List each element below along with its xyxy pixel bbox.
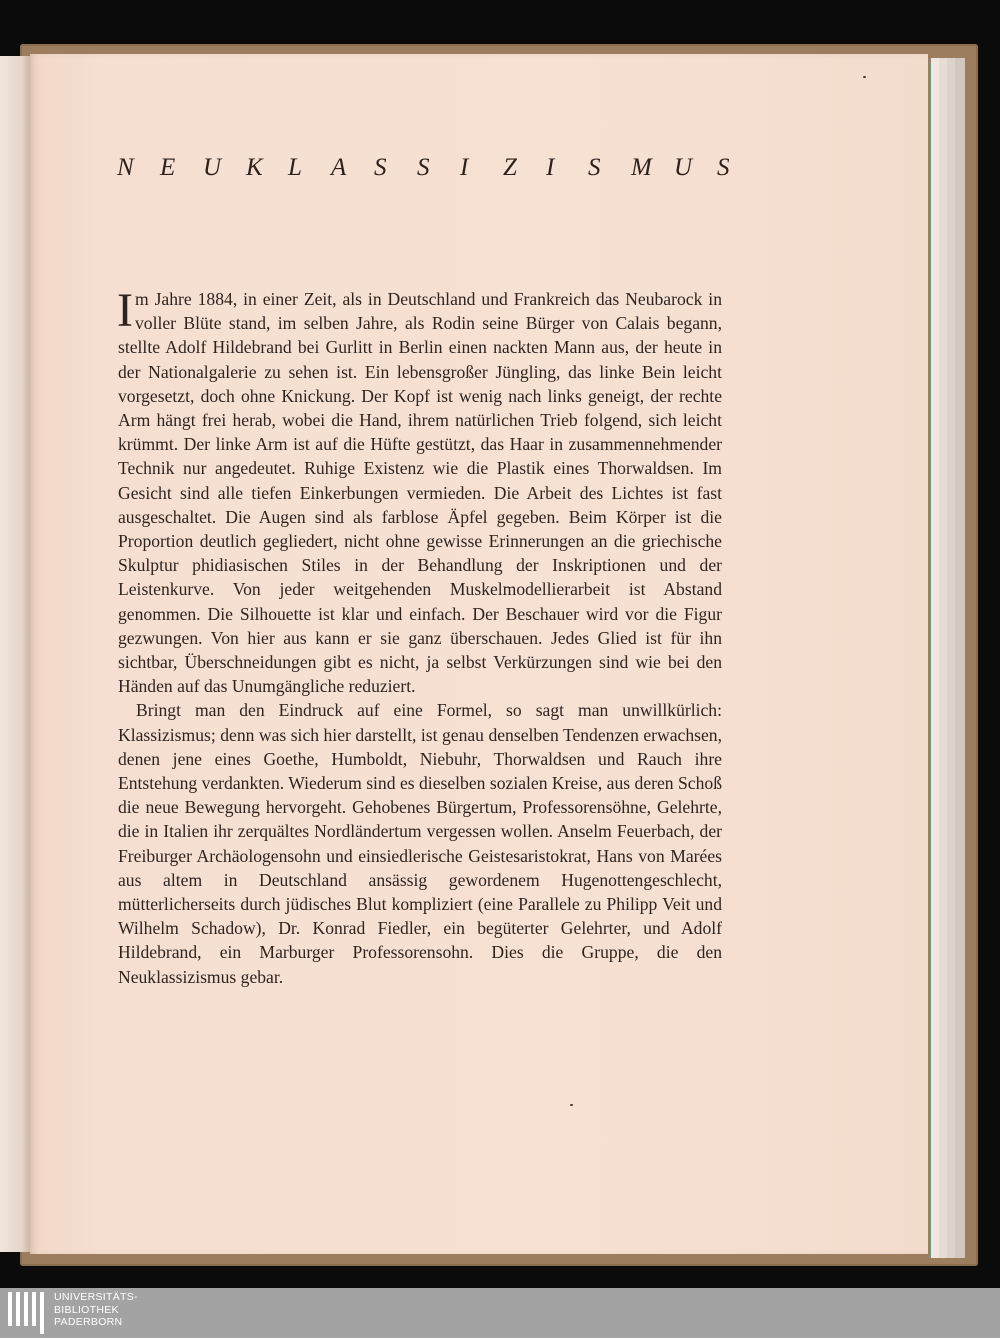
paper-speck xyxy=(863,76,866,78)
title-letter: M xyxy=(631,154,652,181)
title-letter: Z xyxy=(503,154,517,181)
title-letter: A xyxy=(331,154,347,181)
title-letter: S xyxy=(417,154,430,181)
library-line-3: PADERBORN xyxy=(54,1316,123,1328)
page-edges xyxy=(938,58,947,1258)
title-letter: U xyxy=(674,154,693,181)
library-logo-icon xyxy=(8,1292,46,1334)
title-letter: N xyxy=(117,154,134,181)
title-letter: K xyxy=(246,154,263,181)
title-letter: I xyxy=(546,154,555,181)
library-line-1: UNIVERSITÄTS- xyxy=(54,1291,138,1303)
title-letter: L xyxy=(288,154,302,181)
title-letter: S xyxy=(374,154,387,181)
library-name xyxy=(54,1291,138,1329)
body-text xyxy=(117,284,722,989)
title-letter: U xyxy=(203,154,222,181)
library-footer xyxy=(0,1288,1000,1338)
page-edges xyxy=(946,58,955,1258)
title-letter: I xyxy=(460,154,469,181)
title-letter: S xyxy=(717,154,730,181)
page-edges xyxy=(954,58,965,1258)
library-line-2: BIBLIOTHEK xyxy=(54,1303,119,1316)
paragraph-2: Bringt man den Eindruck auf eine Formel, so sagt man unwillkürlich: Klassizismus; denn was sich hier darstellt, ist genau denselben Tendenzen erwachsen, denen jene eines Goethe, Humboldt, Niebuhr, Thorwaldsen und Rauch ihre Entstehung verdankten. Wiederum sind es dieselben sozialen Kreise, aus deren Schoß die neue Bewegung hervorgeht. Gehobenes Bürgertum, Professorensöhne, Gelehrte, die in Italien ihr zerquältes Nordländertum vergessen wollen. Anselm Feuerbach, der Freiburger Archäologensohn und einsiedlerische Geistesaristokrat, Hans von Marées aus altem in Deutschland ansässig gewordenem Hugenottengeschlecht, mütterlicherseits durch jüdisches Blut kompliziert (eine Parallele zu Philipp Veit und Wilhelm Schadow), Dr. Konrad Fiedler, ein begüterter Gelehrter, und Adolf Hildebrand, ein Marburger Professorensohn. Dies die Gruppe, die den Neuklassizismus gebar. xyxy=(118,700,722,987)
paper-speck xyxy=(570,1104,573,1106)
book-page xyxy=(30,54,928,1254)
title-letter: E xyxy=(160,154,176,181)
facing-page xyxy=(0,56,31,1252)
paragraph-1 xyxy=(117,284,722,698)
page-edges xyxy=(930,58,939,1258)
drop-cap: I xyxy=(117,284,133,337)
title-letter: S xyxy=(588,154,601,181)
paragraph-1-text: m Jahre 1884, in einer Zeit, als in Deutschland und Frankreich das Neubarock in voller Blüte stand, im selben Jahre, als Rodin seine Bürger von Calais begann, stellte Adolf Hildebrand bei Gurlitt in Berlin einen nackten Mann aus, der heute in der Nationalgalerie zu sehen ist. Ein lebensgroßer Jüngling, das linke Bein leicht vorgesetzt, doch ohne Knickung. Der Kopf ist wenig nach links geneigt, der rechte Arm hängt frei herab, wobei die Hand, ihrem natürlichen Trieb folgend, sich leicht krümmt. Der linke Arm ist auf die Hüfte gestützt, das Haar in zusammennehmender Technik nur angedeutet. Ruhige Existenz wie die Plastik eines Thorwaldsen. Im Gesicht sind alle tiefen Einkerbungen vermieden. Die Arbeit des Lichtes ist fast ausgeschaltet. Die Augen sind als farblose Äpfel gegeben. Beim Körper ist die Proportion deutlich gegliedert, nicht ohne gewisse Erinnerungen an die griechische Skulptur phidiasischen Stiles in der Behandlung der Inskriptionen und der Leistenkurve. Von jeder weitgehenden Muskelmodellierarbeit ist Abstand genommen. Die Silhouette ist klar und einfach. Der Beschauer wird vor die Figur gezwungen. Von hier aus kann er sie ganz überschauen. Jedes Glied ist für ihn sichtbar, Überschneidungen gibt es nicht, ja selbst Verkürzungen sind wie bei den Händen auf das Unumgängliche reduziert. xyxy=(118,289,722,697)
